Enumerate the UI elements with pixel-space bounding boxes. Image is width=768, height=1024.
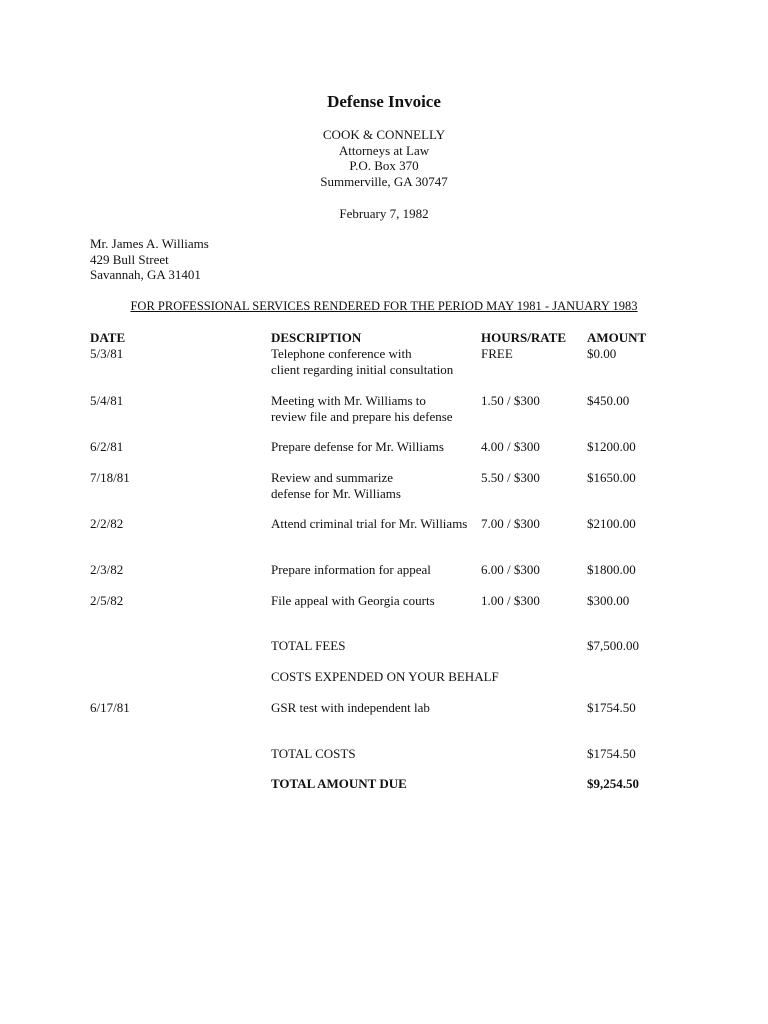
total-due-amount: $9,254.50	[587, 776, 639, 791]
service-amount: $1200.00	[587, 439, 636, 454]
service-rate: 1.00 / $300	[481, 593, 540, 608]
service-date: 2/3/82	[90, 562, 124, 577]
service-date: 2/2/82	[90, 516, 124, 531]
invoice-date: February 7, 1982	[339, 206, 429, 221]
total-costs-label: TOTAL COSTS	[271, 746, 356, 761]
cost-description: GSR test with independent lab	[271, 700, 430, 715]
column-header-date: DATE	[90, 330, 126, 345]
service-amount: $2100.00	[587, 516, 636, 531]
service-description-line: review file and prepare his defense	[271, 408, 453, 424]
invoice-title: Defense Invoice	[327, 92, 441, 111]
cost-date: 6/17/81	[90, 700, 130, 715]
firm-name: COOK & CONNELLY	[322, 127, 446, 142]
service-description-line: defense for Mr. Williams	[271, 485, 401, 501]
service-description	[271, 393, 453, 424]
firm-header	[0, 127, 768, 189]
costs-heading: COSTS EXPENDED ON YOUR BEHALF	[271, 669, 499, 684]
client-street: 429 Bull Street	[90, 251, 169, 267]
firm-po-box: P.O. Box 370	[349, 158, 419, 173]
service-amount: $300.00	[587, 593, 630, 608]
service-description-line: Attend criminal trial for Mr. Williams	[271, 516, 468, 531]
firm-city: Summerville, GA 30747	[320, 173, 448, 189]
total-fees-amount: $7,500.00	[587, 638, 639, 653]
service-description-line: Prepare information for appeal	[271, 562, 431, 577]
client-city: Savannah, GA 31401	[90, 267, 201, 282]
service-description-line: File appeal with Georgia courts	[271, 593, 435, 608]
service-amount: $450.00	[587, 393, 630, 408]
cost-amount: $1754.50	[587, 700, 636, 715]
service-description	[271, 346, 453, 377]
service-description	[271, 562, 431, 578]
service-period-heading: FOR PROFESSIONAL SERVICES RENDERED FOR THE PERIOD MAY 1981 - JANUARY 1983	[130, 299, 638, 313]
total-fees-label: TOTAL FEES	[271, 638, 346, 653]
service-row	[0, 593, 768, 633]
column-header-description: DESCRIPTION	[271, 330, 362, 345]
service-date: 2/5/82	[90, 593, 124, 608]
service-rate: 6.00 / $300	[481, 562, 540, 577]
service-description-line: client regarding initial consultation	[271, 361, 454, 377]
service-row	[0, 516, 768, 556]
total-costs-amount: $1754.50	[587, 746, 636, 761]
service-amount: $1800.00	[587, 562, 636, 577]
service-date: 7/18/81	[90, 470, 130, 485]
service-rate: FREE	[481, 346, 513, 361]
cost-row	[0, 700, 768, 740]
service-row	[0, 393, 768, 433]
service-date: 5/4/81	[90, 393, 124, 408]
column-header-amount: AMOUNT	[587, 330, 647, 345]
service-description-line: Review and summarize	[271, 470, 394, 485]
service-description-line: Telephone conference with	[271, 346, 412, 361]
service-date: 5/3/81	[90, 346, 124, 361]
service-date: 6/2/81	[90, 439, 124, 454]
service-rate: 7.00 / $300	[481, 516, 540, 531]
service-rate: 4.00 / $300	[481, 439, 540, 454]
service-description	[271, 593, 435, 609]
service-rate: 5.50 / $300	[481, 470, 540, 485]
service-amount: $0.00	[587, 346, 617, 361]
client-address	[90, 236, 209, 283]
service-amount: $1650.00	[587, 470, 636, 485]
service-description	[271, 516, 467, 532]
service-row	[0, 346, 768, 386]
total-due-label: TOTAL AMOUNT DUE	[271, 776, 407, 791]
service-description	[271, 439, 444, 455]
service-row	[0, 470, 768, 510]
service-description-line: Prepare defense for Mr. Williams	[271, 439, 444, 454]
service-description-line: Meeting with Mr. Williams to	[271, 393, 426, 408]
total-due-row	[0, 776, 768, 816]
client-name: Mr. James A. Williams	[90, 236, 209, 251]
service-description	[271, 470, 401, 501]
column-header-rate: HOURS/RATE	[481, 330, 566, 345]
service-rate: 1.50 / $300	[481, 393, 540, 408]
firm-tagline: Attorneys at Law	[338, 142, 430, 158]
